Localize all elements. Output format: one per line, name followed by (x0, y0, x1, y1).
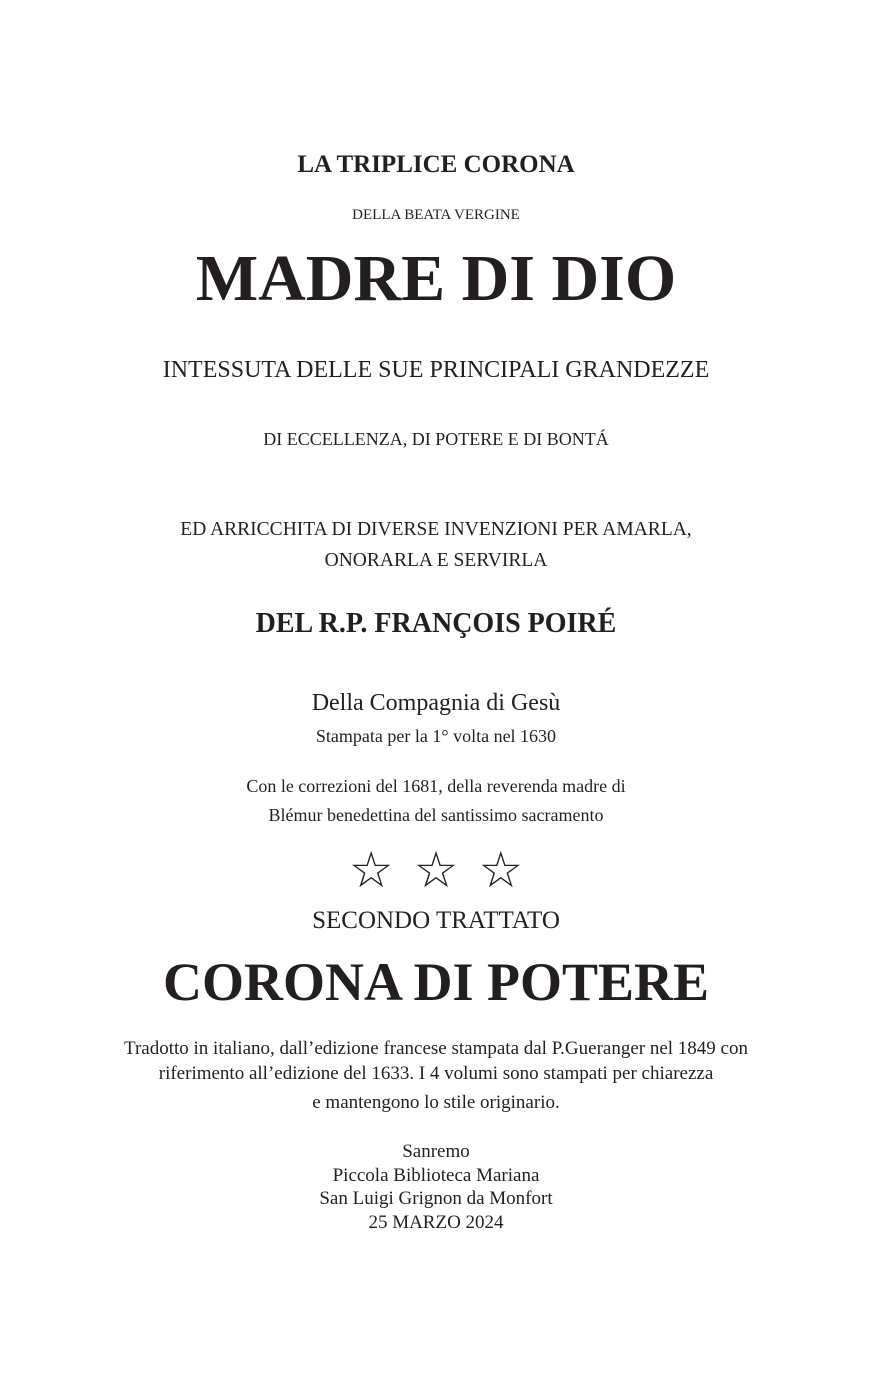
treatise-label: SECONDO TRATTATO (312, 907, 560, 934)
star-ornament-icon: ☆☆☆ (348, 841, 544, 899)
enrichment-block (0, 514, 872, 576)
imprint-date: 25 MARZO 2024 (368, 1211, 504, 1233)
of-line: DELLA BEATA VERGINE (352, 207, 520, 223)
corrections-line: Con le correzioni del 1681, della reverenda madre di (246, 776, 626, 796)
corrections-block (0, 772, 872, 830)
main-title: MADRE DI DIO (195, 242, 677, 315)
subtitle-primary: INTESSUTA DELLE SUE PRINCIPALI GRANDEZZE (162, 357, 710, 383)
treatise-title: CORONA DI POTERE (162, 952, 710, 1012)
imprint-publisher: Piccola Biblioteca Mariana (332, 1164, 540, 1186)
imprint-patron: San Luigi Grignon da Monfort (319, 1188, 553, 1209)
author: DEL R.P. FRANÇOIS POIRÉ (255, 608, 617, 639)
enrichment-line: ONORARLA E SERVIRLA (324, 550, 548, 571)
religious-order: Della Compagnia di Gesù (311, 690, 561, 716)
translation-line: Tradotto in italiano, dall’edizione francese stampata dal P.Gueranger nel 1849 con (124, 1038, 748, 1059)
corrections-line: Blémur benedettina del santissimo sacramento (268, 805, 604, 825)
subtitle-secondary: DI ECCELLENZA, DI POTERE E DI BONTÁ (263, 429, 609, 449)
imprint (0, 1140, 872, 1234)
series-title: LA TRIPLICE CORONA (297, 151, 575, 178)
imprint-place: Sanremo (402, 1141, 470, 1162)
translation-line: e mantengono lo stile originario. (312, 1092, 560, 1113)
first-printing-note: Stampata per la 1° volta nel 1630 (315, 726, 557, 746)
translation-line: riferimento all’edizione del 1633. I 4 volumi sono stampati per chiarezza (158, 1063, 714, 1084)
translation-note (0, 1036, 872, 1115)
enrichment-line: ED ARRICCHITA DI DIVERSE INVENZIONI PER AMARLA, (180, 519, 692, 540)
